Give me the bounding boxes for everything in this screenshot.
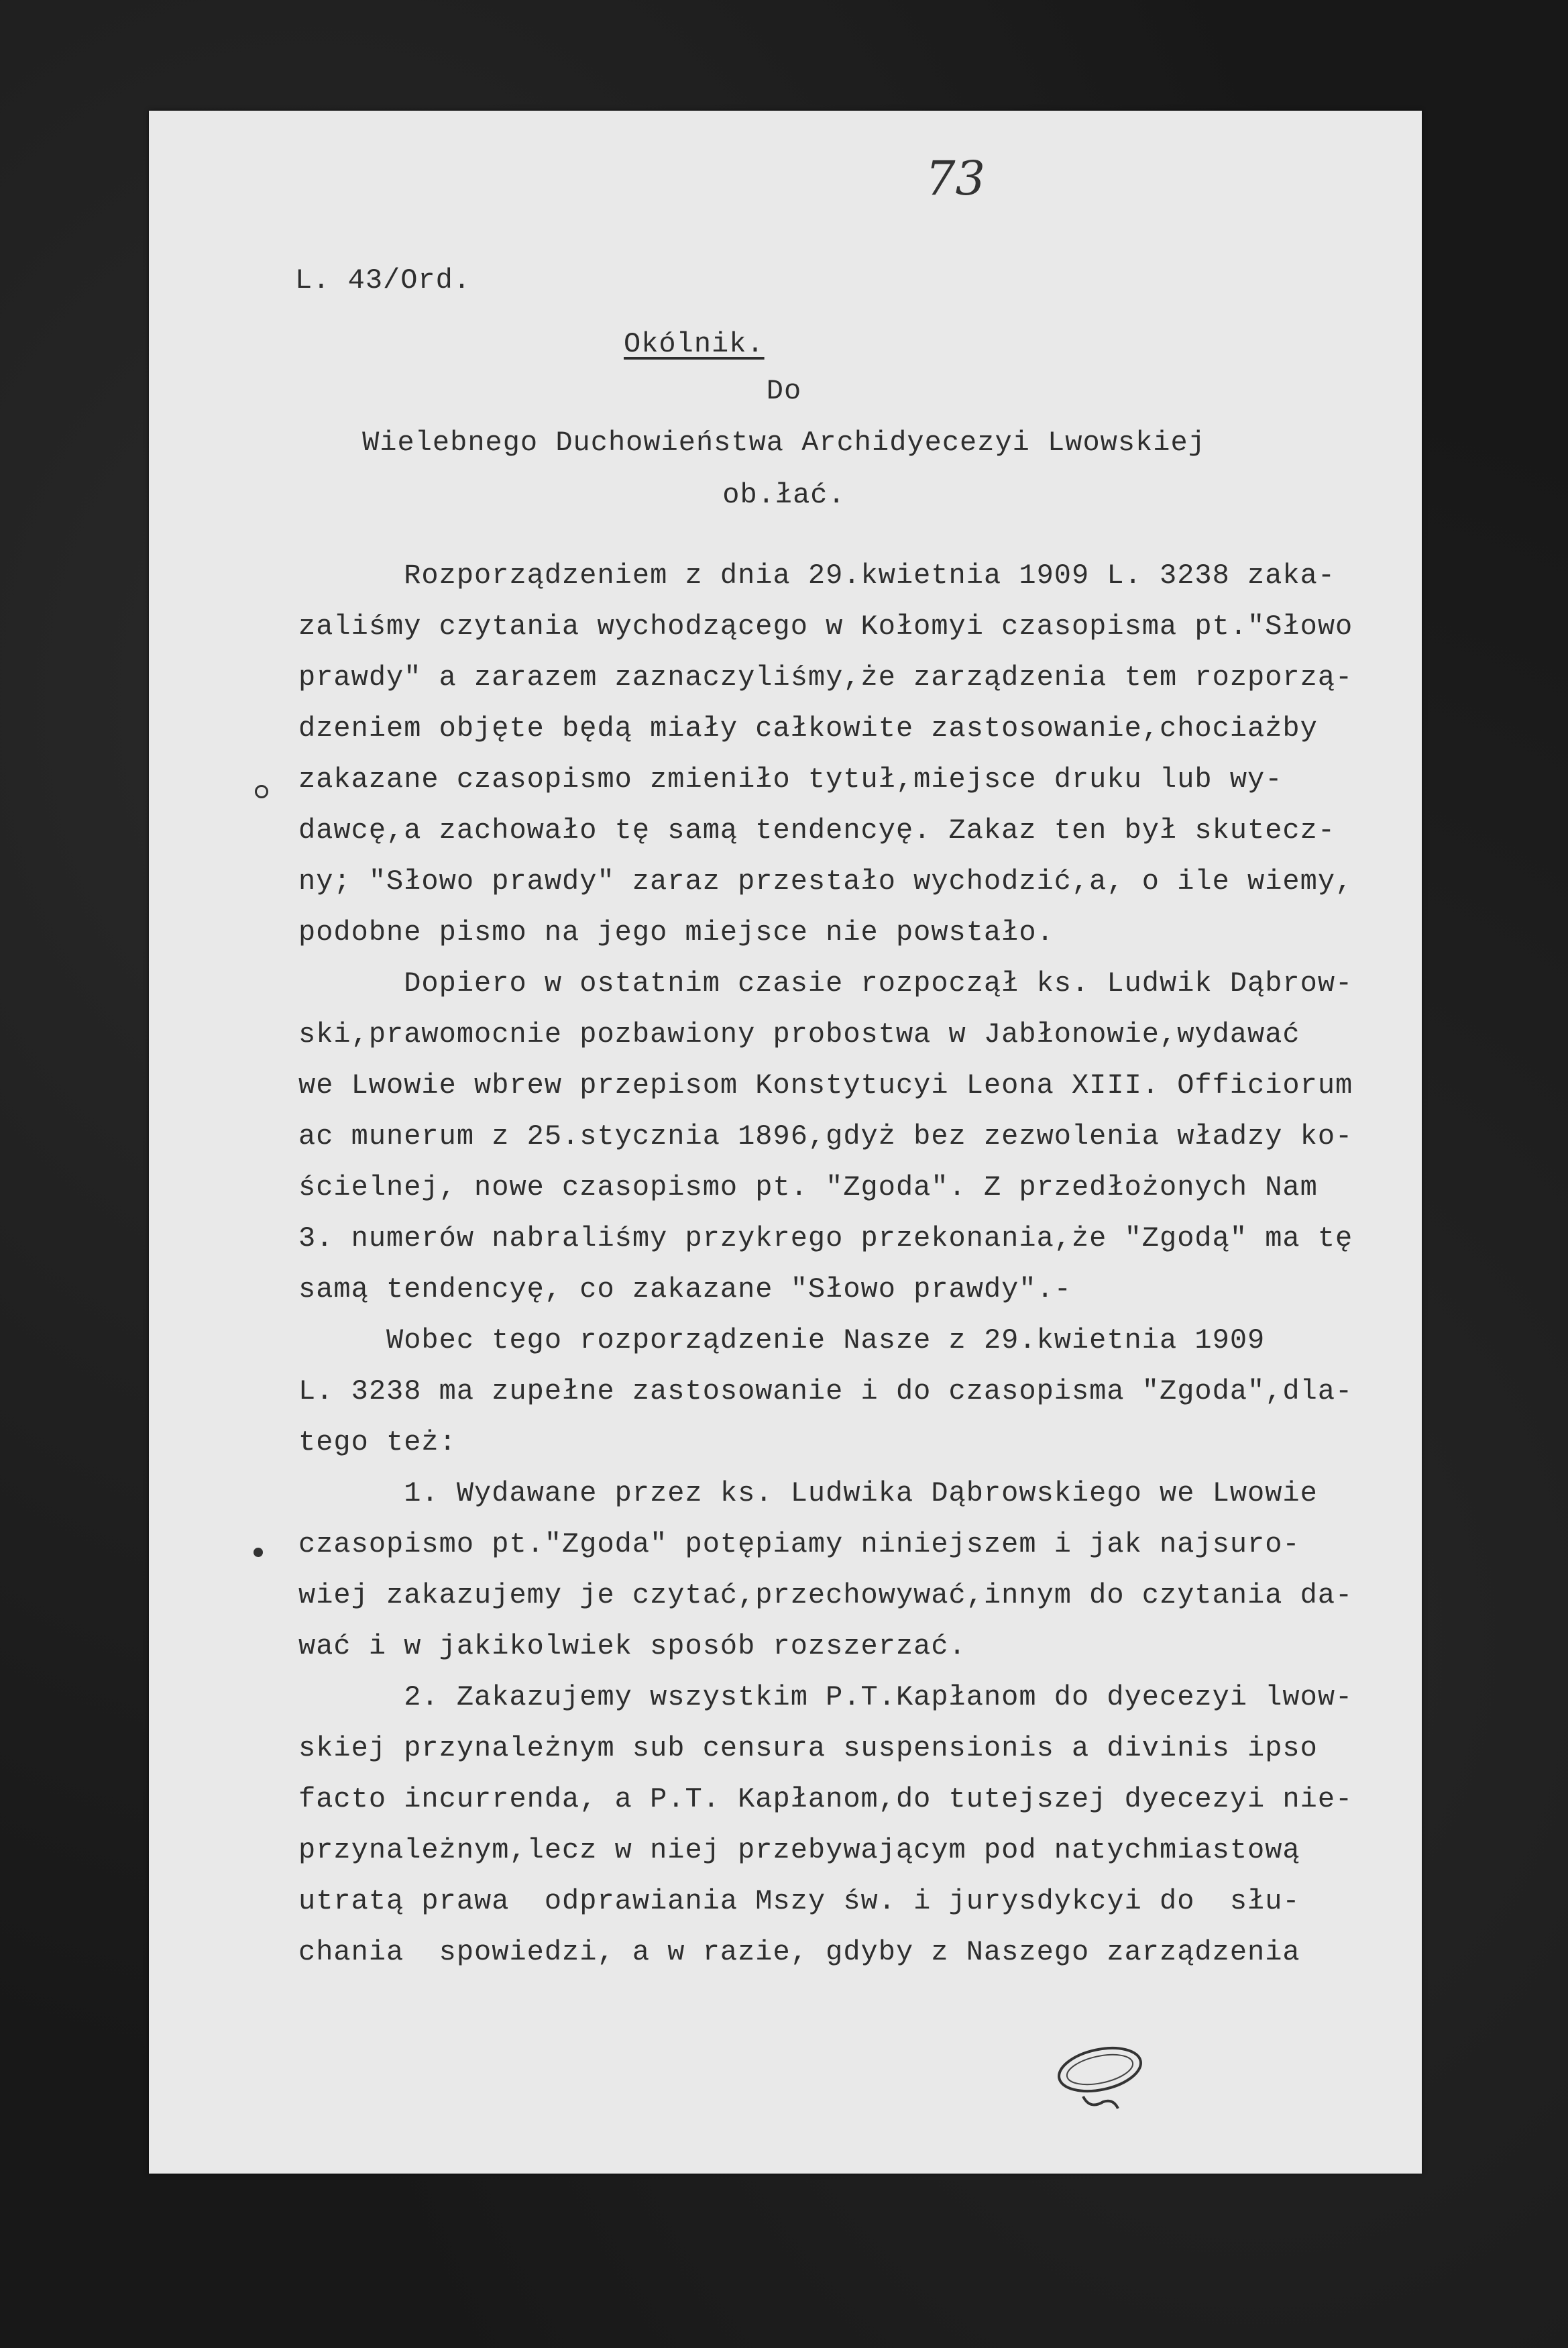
body-line: chania spowiedzi, a w razie, gdyby z Naszego zarządzenia (298, 1936, 1300, 1968)
body-line: 3. numerów nabraliśmy przykrego przekonania,że "Zgodą" ma tę (298, 1222, 1353, 1255)
punch-hole-mark (255, 785, 268, 798)
body-line: samą tendencyę, co zakazane "Słowo prawdy".- (298, 1273, 1072, 1305)
document-body (298, 550, 1353, 1978)
body-line: czasopismo pt."Zgoda" potępiamy niniejszem i jak najsuro- (298, 1528, 1300, 1560)
body-line: skiej przynależnym sub censura suspensionis a divinis ipso (298, 1732, 1318, 1764)
archive-stamp (1046, 2033, 1154, 2120)
punch-hole-mark (254, 1548, 263, 1557)
body-line: Rozporządzeniem z dnia 29.kwietnia 1909 L. 3238 zaka- (298, 559, 1336, 592)
body-line: ny; "Słowo prawdy" zaraz przestało wychodzić,a, o ile wiemy, (298, 865, 1353, 898)
body-line: tego też: (298, 1426, 457, 1458)
body-line: ac munerum z 25.stycznia 1896,gdyż bez zezwolenia władzy ko- (298, 1120, 1353, 1153)
body-line: wać i w jakikolwiek sposób rozszerzać. (298, 1630, 966, 1662)
body-line: ścielnej, nowe czasopismo pt. "Zgoda". Z przedłożonych Nam (298, 1171, 1318, 1204)
body-line: dzeniem objęte będą miały całkowite zastosowanie,chociażby (298, 712, 1318, 745)
body-line: ski,prawomocnie pozbawiony probostwa w Jabłonowie,wydawać (298, 1018, 1300, 1051)
body-line: facto incurrenda, a P.T. Kapłanom,do tutejszej dyecezyi nie- (298, 1783, 1353, 1815)
address-line: ob.łać. (722, 479, 846, 511)
address-line: Do (766, 375, 802, 407)
document-title: Okólnik. (624, 328, 765, 360)
body-line: dawcę,a zachowało tę samą tendencyę. Zakaz ten był skutecz- (298, 814, 1336, 847)
body-line: L. 3238 ma zupełne zastosowanie i do czasopisma "Zgoda",dla- (298, 1375, 1353, 1407)
body-line: 2. Zakazujemy wszystkim P.T.Kapłanom do dyecezyi lwow- (298, 1681, 1353, 1713)
body-line: utratą prawa odprawiania Mszy św. i jurysdykcyi do słu- (298, 1885, 1300, 1917)
body-line: wiej zakazujemy je czytać,przechowywać,innym do czytania da- (298, 1579, 1353, 1611)
address-line: Wielebnego Duchowieństwa Archidyecezyi Lwowskiej (362, 427, 1206, 459)
body-line: zaliśmy czytania wychodzącego w Kołomyi czasopisma pt."Słowo (298, 610, 1353, 643)
body-line: prawdy" a zarazem zaznaczyliśmy,że zarządzenia tem rozporzą- (298, 661, 1353, 694)
folio-number: 73 (926, 151, 986, 206)
body-line: zakazane czasopismo zmieniło tytuł,miejsce druku lub wy- (298, 763, 1283, 796)
body-line: 1. Wydawane przez ks. Ludwika Dąbrowskiego we Lwowie (298, 1477, 1318, 1509)
body-line: Wobec tego rozporządzenie Nasze z 29.kwietnia 1909 (298, 1324, 1266, 1356)
body-line: we Lwowie wbrew przepisom Konstytucyi Leona XIII. Officiorum (298, 1069, 1353, 1102)
reference-number: L. 43/Ord. (295, 264, 471, 297)
body-line: Dopiero w ostatnim czasie rozpoczął ks. Ludwik Dąbrow- (298, 967, 1353, 1000)
body-line: podobne pismo na jego miejsce nie powstało. (298, 916, 1054, 949)
body-line: przynależnym,lecz w niej przebywającym pod natychmiastową (298, 1834, 1300, 1866)
